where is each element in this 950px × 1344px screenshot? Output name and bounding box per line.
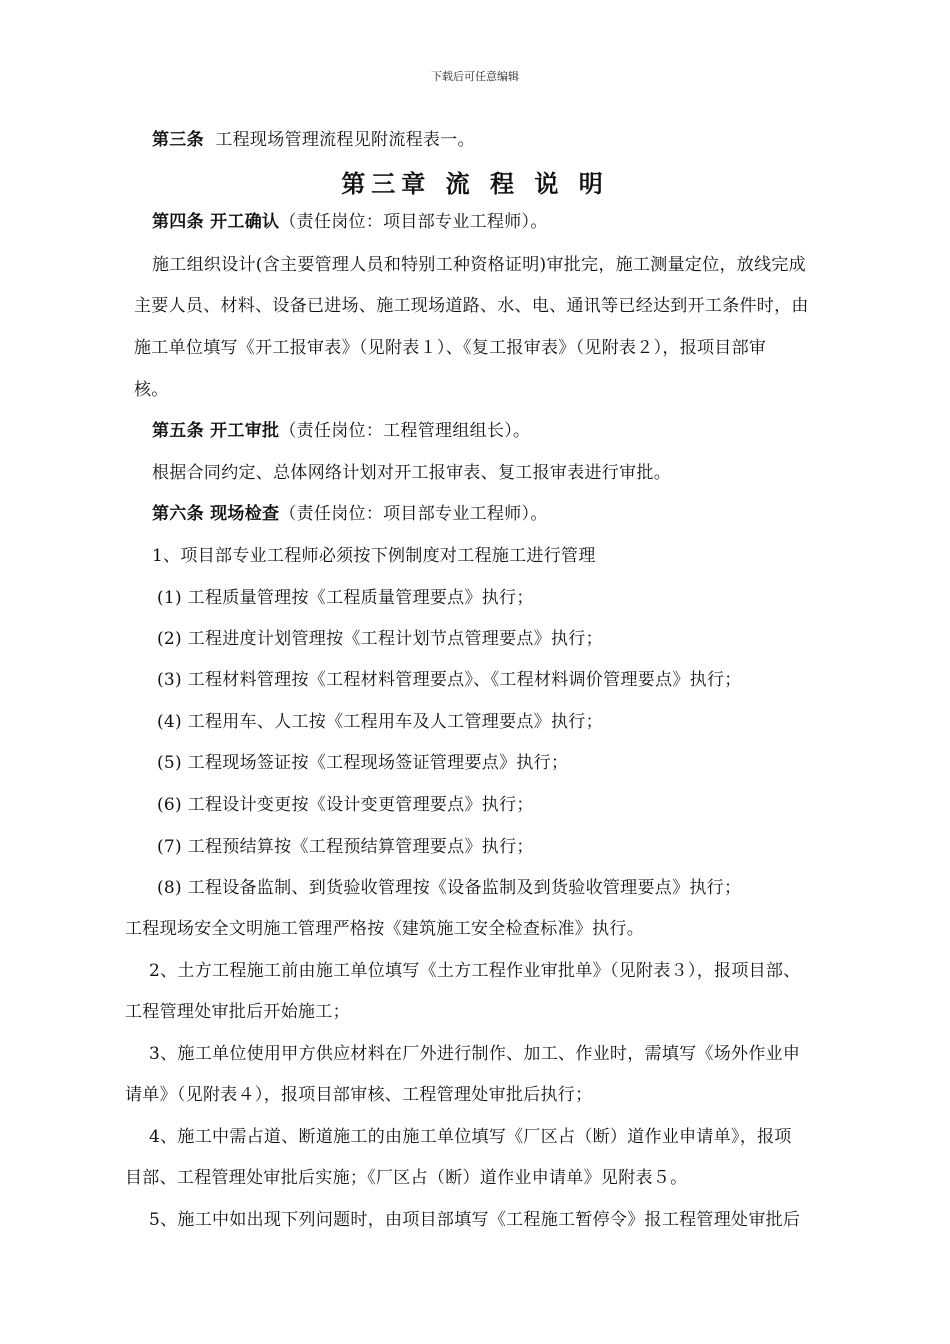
article-5-label: 第五条 开工审批 — [152, 421, 280, 441]
list-item: 5、施工中如出现下列问题时，由项目部填写《工程施工暂停令》报工程管理处审批后 — [149, 1210, 801, 1230]
list-item-cont: 目部、工程管理处审批后实施；《厂区占（断）道作业申请单》见附表５。 — [125, 1168, 688, 1188]
article-4-role: （责任岗位：项目部专业工程师）。 — [279, 212, 548, 232]
article-4 — [152, 211, 548, 233]
paragraph-line: 核。 — [134, 380, 169, 400]
article-6 — [152, 503, 548, 525]
sub-item: (3) 工程材料管理按《工程材料管理要点》、《工程材料调价管理要点》执行； — [157, 670, 742, 690]
article-6-role: （责任岗位：项目部专业工程师）。 — [279, 504, 548, 524]
list-item: 1、项目部专业工程师必须按下例制度对工程施工进行管理 — [152, 546, 596, 566]
paragraph-line: 施工组织设计(含主要管理人员和特别工种资格证明)审批完，施工测量定位，放线完成 — [152, 255, 806, 275]
header-note: 下载后可任意编辑 — [431, 70, 519, 83]
sub-item: (8) 工程设备监制、到货验收管理按《设备监制及到货验收管理要点》执行； — [157, 878, 742, 898]
article-3-text: 工程现场管理流程见附流程表一。 — [215, 130, 475, 150]
article-6-label: 第六条 现场检查 — [152, 504, 280, 524]
article-5-role: （责任岗位：工程管理组组长）。 — [279, 421, 531, 441]
sub-item: (4) 工程用车、人工按《工程用车及人工管理要点》执行； — [157, 712, 603, 732]
list-item-cont: 请单》（见附表４），报项目部审核、工程管理处审批后执行； — [125, 1085, 593, 1105]
paragraph-line: 工程现场安全文明施工管理严格按《建筑施工安全检查标准》执行。 — [125, 919, 644, 939]
list-item-cont: 工程管理处审批后开始施工； — [125, 1002, 350, 1022]
sub-item: (2) 工程进度计划管理按《工程计划节点管理要点》执行； — [157, 629, 603, 649]
list-item: 3、施工单位使用甲方供应材料在厂外进行制作、加工、作业时，需填写《场外作业申 — [149, 1044, 801, 1064]
sub-item: (7) 工程预结算按《工程预结算管理要点》执行； — [157, 837, 534, 857]
sub-item: (5) 工程现场签证按《工程现场签证管理要点》执行； — [157, 753, 569, 773]
sub-item: (6) 工程设计变更按《设计变更管理要点》执行； — [157, 795, 534, 815]
article-4-label: 第四条 开工确认 — [152, 212, 280, 232]
paragraph-line: 施工单位填写《开工报审表》（见附表１）、《复工报审表》（见附表２），报项目部审 — [134, 338, 767, 358]
sub-item: (1) 工程质量管理按《工程质量管理要点》执行； — [157, 588, 534, 608]
article-3 — [152, 129, 475, 151]
paragraph-line: 根据合同约定、总体网络计划对开工报审表、复工报审表进行审批。 — [152, 463, 671, 483]
article-3-label: 第三条 — [152, 130, 204, 150]
article-5 — [152, 420, 530, 442]
paragraph-line: 主要人员、材料、设备已进场、施工现场道路、水、电、通讯等已经达到开工条件时，由 — [134, 296, 809, 316]
list-item: 4、施工中需占道、断道施工的由施工单位填写《厂区占（断）道作业申请单》，报项 — [149, 1127, 792, 1147]
list-item: 2、土方工程施工前由施工单位填写《土方工程作业审批单》（见附表３），报项目部、 — [149, 961, 801, 981]
chapter-title: 第三章 流 程 说 明 — [341, 169, 609, 198]
